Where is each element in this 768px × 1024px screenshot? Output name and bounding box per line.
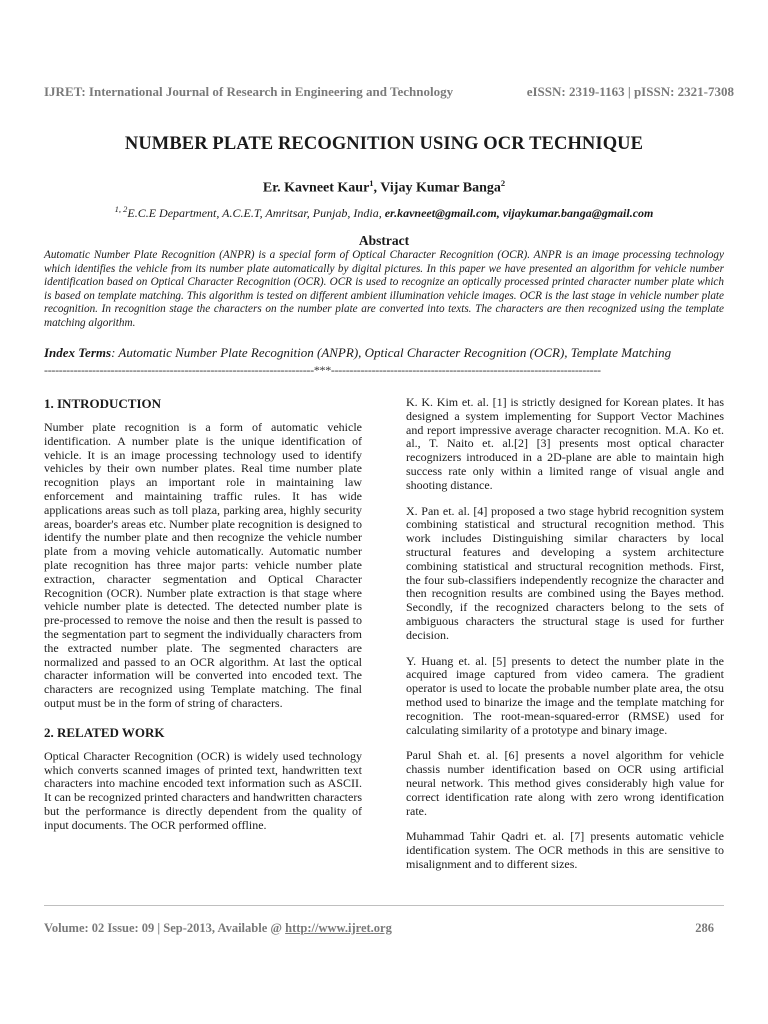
footer-rule <box>44 905 724 906</box>
journal-name: IJRET: International Journal of Research in Engineering and Technology <box>44 84 454 99</box>
abstract-heading: Abstract <box>358 233 410 248</box>
left-column <box>44 396 362 845</box>
index-terms-text: Automatic Number Plate Recognition (ANPR), Optical Character Recognition (OCR), Template Matching <box>118 345 672 360</box>
paper-title: NUMBER PLATE RECOGNITION USING OCR TECHNIQUE <box>124 134 644 154</box>
section-divider: -------------------------------------------------------------------------***------------------------------------------------------------------------- <box>44 363 601 377</box>
index-terms <box>44 345 734 361</box>
footer-volume-info <box>44 921 392 936</box>
affiliation-line <box>0 204 768 221</box>
journal-website-link[interactable]: http://www.ijret.org <box>285 921 392 935</box>
index-terms-label: Index Terms <box>44 345 112 360</box>
page-number: 286 <box>695 921 714 935</box>
right-column <box>406 396 724 884</box>
index-terms-colon: : <box>111 345 119 360</box>
affiliation-text: E.C.E Department, A.C.E.T, Amritsar, Punjab, India, <box>127 206 385 220</box>
related-work-kim-paragraph: K. K. Kim et. al. [1] is strictly designed for Korean plates. It has designed a system implementing for Support Vector Machines and report impressive average character recognition. M.A. Ko et. al., T. Naito et. al.[2] [3] presents most optical character recognizers introduced in a 2D-plane are able to maintain high success rate only within a limited range of visual angle and shooting distance. <box>406 395 724 492</box>
affiliation-superscript: 1, 2 <box>114 204 128 214</box>
author-1: Er. Kavneet Kaur <box>262 180 370 196</box>
related-work-qadri-paragraph: Muhammad Tahir Qadri et. al. [7] presents automatic vehicle identification system. The OCR methods in this are sensitive to misalignment and to different sizes. <box>406 829 724 871</box>
introduction-heading: 1. INTRODUCTION <box>44 396 162 411</box>
related-work-paragraph: Optical Character Recognition (OCR) is widely used technology which converts scanned images of printed text, handwritten text characters into machine encoded text information such as ASCII. It can be recognized printed characters and handwritten characters but the performance is directly dependent from the quality of input documents. The OCR performed offline. <box>44 748 362 832</box>
author-line <box>0 178 768 197</box>
author-separator: , <box>373 180 381 196</box>
related-work-huang-paragraph: Y. Huang et. al. [5] presents to detect the number plate in the acquired image captured from video camera. The gradient operator is used to locate the probable number plate area, the otsu method used to binarize the image and the template matching for recognition. The root-mean-squared-error (RMSE) used for calculating similarity of a prototype and binary image. <box>406 653 724 737</box>
author-2: Vijay Kumar Banga <box>380 180 501 196</box>
author-2-superscript: 2 <box>500 178 506 188</box>
related-work-shah-paragraph: Parul Shah et. al. [6] presents a novel algorithm for vehicle chassis number identification based on OCR using artificial neural network. This method gives considerably high value for correct identification rate along with zero wrong identification rate. <box>406 748 724 818</box>
volume-text: Volume: 02 Issue: 09 | Sep-2013, Available @ <box>44 921 286 935</box>
author-1-superscript: 1 <box>369 178 374 188</box>
issn-numbers: eISSN: 2319-1163 | pISSN: 2321-7308 <box>526 84 734 99</box>
abstract-text: Automatic Number Plate Recognition (ANPR) is a special form of Optical Character Recognition (OCR). ANPR is an image processing technology which identifies the vehicle from its number plate automatically by digital pictures. In this paper we have presented an algorithm for vehicle number identification based on Optical Character Recognition (OCR). OCR is used to recognize an optically processed printed character number plate which is based on template matching. This algorithm is tested on different ambient illumination vehicle images. OCR is the last stage in vehicle number plate recognition. In recognition stage the characters on the number plate are converted into texts. The characters are then recognized using the template matching algorithm. <box>44 249 724 329</box>
related-work-heading: 2. RELATED WORK <box>44 724 165 740</box>
running-footer <box>44 921 714 936</box>
running-header <box>44 84 734 100</box>
related-work-pan-paragraph: X. Pan et. al. [4] proposed a two stage hybrid recognition system combining statistical and structural recognition method. This work includes Distinguishing similar characters by local structural features and developing a system architecture combining statistical and structural recognition methods. First, the four sub-classifiers independently recognize the character and then recognition results are combined using the Bayes method. Secondly, if the recognized characters belong to the sets of ambiguous characters the structural stage is used for further decision. <box>406 503 724 642</box>
author-emails: er.kavneet@gmail.com, vijaykumar.banga@gmail.com <box>384 206 654 220</box>
introduction-paragraph: Number plate recognition is a form of automatic vehicle identification. A number plate is the unique identification of vehicle. It is an image processing technology used to identify vehicles by their own number plates. Real time number plate recognition plays an important role in maintaining law enforcement and maintaining traffic rules. It has wide applications areas such as toll plaza, parking area, highly security areas, boarder's areas etc. Number plate recognition is designed to identify the number plate and then recognize the vehicle number plate from a moving vehicle automatically. Automatic number plate recognition has three major parts: vehicle number plate extraction, character segmentation and Optical Character Recognition (OCR). Number plate extraction is that stage where vehicle number plate is detected. The detected number plate is pre-processed to remove the noise and then the result is passed to the segmentation part to segment the individually characters from the extracted number plate. The segmented characters are normalized and passed to an OCR algorithm. At last the optical character information will be converted into encoded text. The characters are recognized using Template matching. The final output must be in the form of string of characters. <box>44 420 362 710</box>
